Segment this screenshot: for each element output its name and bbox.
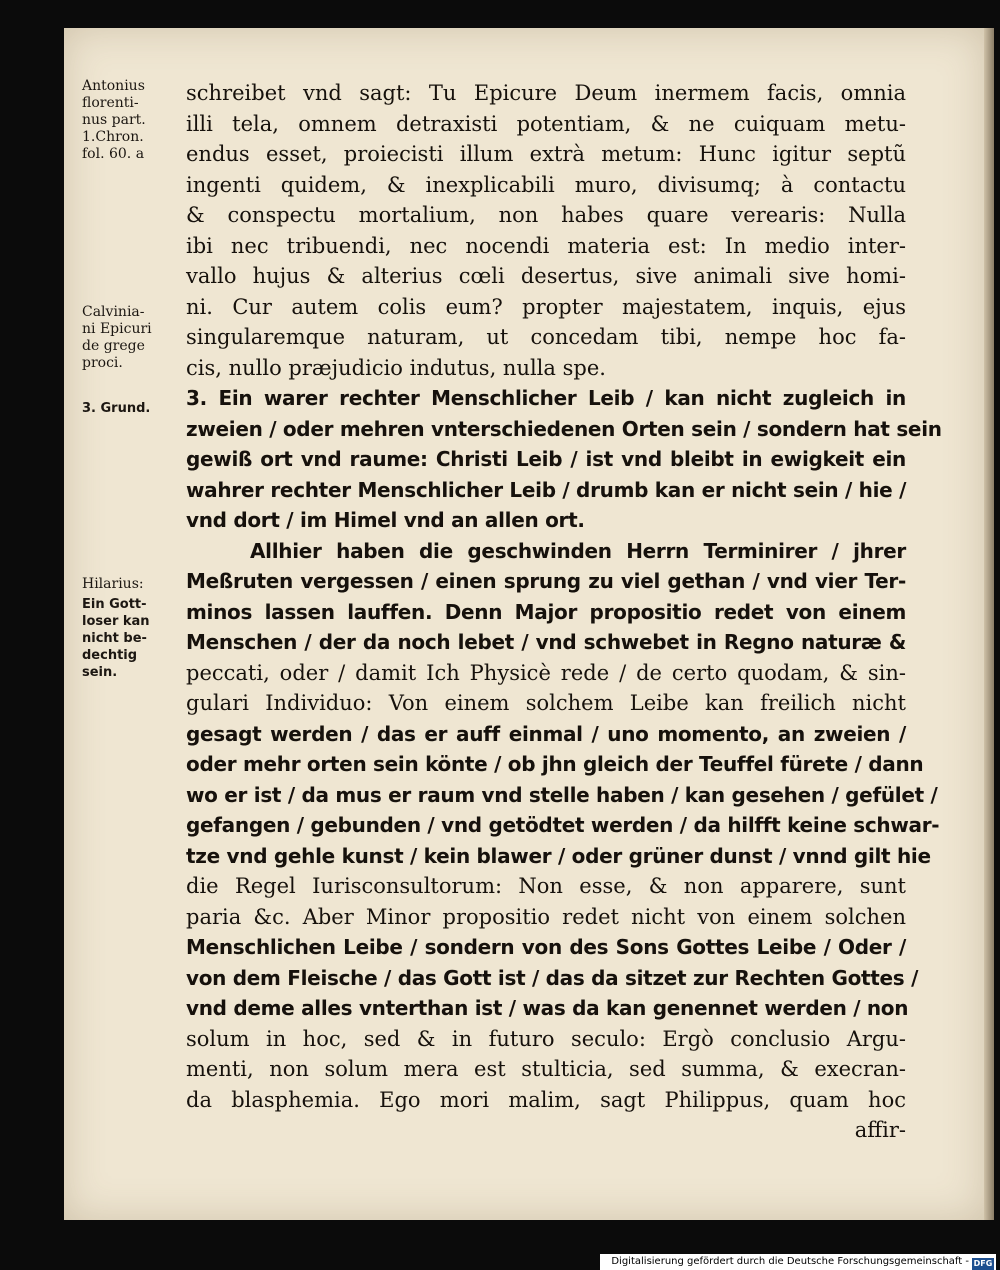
text-line: wo er ist / da mus er raum vnd stelle haben / kan gesehen / gefület /: [186, 782, 938, 807]
footer-text: Digitalisierung gefördert durch die Deutsche Forschungsgemeinschaft -: [611, 1256, 969, 1267]
margin-note: [82, 576, 186, 593]
text-line: schreibet vnd sagt: Tu Epicure Deum inermem facis, omnia: [186, 81, 906, 105]
text-line: paria &c. Aber Minor propositio redet nicht von einem solchen: [186, 904, 906, 929]
text-line: Meßruten vergessen / einen sprung zu viel gethan / vnd vier Ter-: [186, 569, 906, 593]
text-line: ni. Cur autem colis eum? propter majestatem, inquis, ejus: [186, 294, 906, 319]
margin-note-line: de grege: [82, 338, 145, 354]
text-line: singularemque naturam, ut concedam tibi, nempe hoc fa-: [186, 325, 906, 349]
margin-note-line: Ein Gott-: [82, 597, 147, 612]
body-text: [186, 78, 942, 1146]
margin-note: [82, 78, 186, 163]
text-line: & conspectu mortalium, non habes quare verearis: Nulla: [186, 203, 906, 227]
margin-note-line: Hilarius:: [82, 576, 144, 592]
text-line: zweien / oder mehren vnterschiedenen Orten sein / sondern hat sein: [186, 416, 942, 441]
text-line: menti, non solum mera est stulticia, sed summa, & execran-: [186, 1057, 906, 1081]
margin-note-line: dechtig: [82, 648, 138, 663]
text-line: oder mehr orten sein könte / ob jhn gleich der Teuffel fürete / dann: [186, 752, 924, 776]
margin-note-line: ni Epicuri: [82, 321, 152, 337]
text-line: vnd deme alles vnterthan ist / was da kan genennet werden / non: [186, 996, 909, 1020]
margin-note-line: fol. 60. a: [82, 146, 145, 162]
text-line: Allhier haben die geschwinden Herrn Terminirer / jhrer: [250, 538, 906, 563]
text-line: illi tela, omnem detraxisti potentiam, & ne cuiquam metu-: [186, 111, 906, 136]
text-line: 3. Ein warer rechter Menschlicher Leib / kan nicht zugleich in: [186, 386, 906, 410]
text-line: Menschlichen Leibe / sondern von des Sons Gottes Leibe / Oder /: [186, 935, 906, 959]
margin-note-line: nus part.: [82, 112, 146, 128]
margin-note-line: nicht be-: [82, 631, 147, 646]
margin-note-line: Antonius: [82, 78, 145, 94]
text-line: cis, nullo præjudicio indutus, nulla spe.: [186, 355, 606, 380]
margin-note: [82, 400, 186, 417]
text-line: affir-: [854, 1118, 906, 1142]
text-line: gesagt werden / das er auff einmal / uno momento, an zweien /: [186, 721, 906, 746]
text-line: gefangen / gebunden / vnd getödtet werden / da hilfft keine schwar-: [186, 813, 940, 837]
text-line: ingenti quidem, & inexplicabili muro, divisumq; à contactu: [186, 172, 906, 197]
margin-note-line: sein.: [82, 665, 118, 680]
text-line: peccati, oder / damit Ich Physicè rede / de certo quodam, & sin-: [186, 660, 906, 685]
text-line: endus esset, proiecisti illum extrà metum: Hunc igitur septũ: [186, 142, 906, 166]
text-line: ibi nec tribuendi, nec nocendi materia est: In medio inter-: [186, 233, 906, 258]
text-line: Menschen / der da noch lebet / vnd schwebet in Regno naturæ &: [186, 630, 906, 654]
footer-credit: [600, 1254, 996, 1270]
margin-note-line: Calvinia-: [82, 304, 145, 320]
margin-note-line: 1.Chron.: [82, 129, 144, 145]
margin-note-line: florenti-: [82, 95, 139, 111]
text-line: tze vnd gehle kunst / kein blawer / oder grüner dunst / vnnd gilt hie: [186, 843, 931, 868]
margin-note-line: loser kan: [82, 614, 150, 629]
text-line: von dem Fleische / das Gott ist / das da sitzet zur Rechten Gottes /: [186, 965, 919, 990]
margin-note: [82, 596, 186, 681]
text-line: gewiß ort vnd raume: Christi Leib / ist vnd bleibt in ewigkeit ein: [186, 447, 906, 471]
text-line: gulari Individuo: Von einem solchem Leibe kan freilich nicht: [186, 691, 906, 715]
text-line: die Regel Iurisconsultorum: Non esse, & non apparere, sunt: [186, 874, 906, 898]
text-line: solum in hoc, sed & in futuro seculo: Ergò conclusio Argu-: [186, 1026, 906, 1051]
margin-note-line: 3. Grund.: [82, 401, 151, 416]
margin-note: [82, 304, 186, 372]
text-line: da blasphemia. Ego mori malim, sagt Philippus, quam hoc: [186, 1087, 906, 1112]
page-edge: [984, 28, 994, 1220]
margin-note-line: proci.: [82, 355, 123, 371]
dfg-logo-icon: DFG: [973, 1259, 993, 1268]
text-line: vnd dort / im Himel vnd an allen ort.: [186, 508, 585, 532]
text-line: vallo hujus & alterius cœli desertus, sive animali sive homi-: [186, 264, 906, 288]
text-line: wahrer rechter Menschlicher Leib / drumb kan er nicht sein / hie /: [186, 477, 907, 502]
text-line: minos lassen lauffen. Denn Major propositio redet von einem: [186, 599, 906, 624]
